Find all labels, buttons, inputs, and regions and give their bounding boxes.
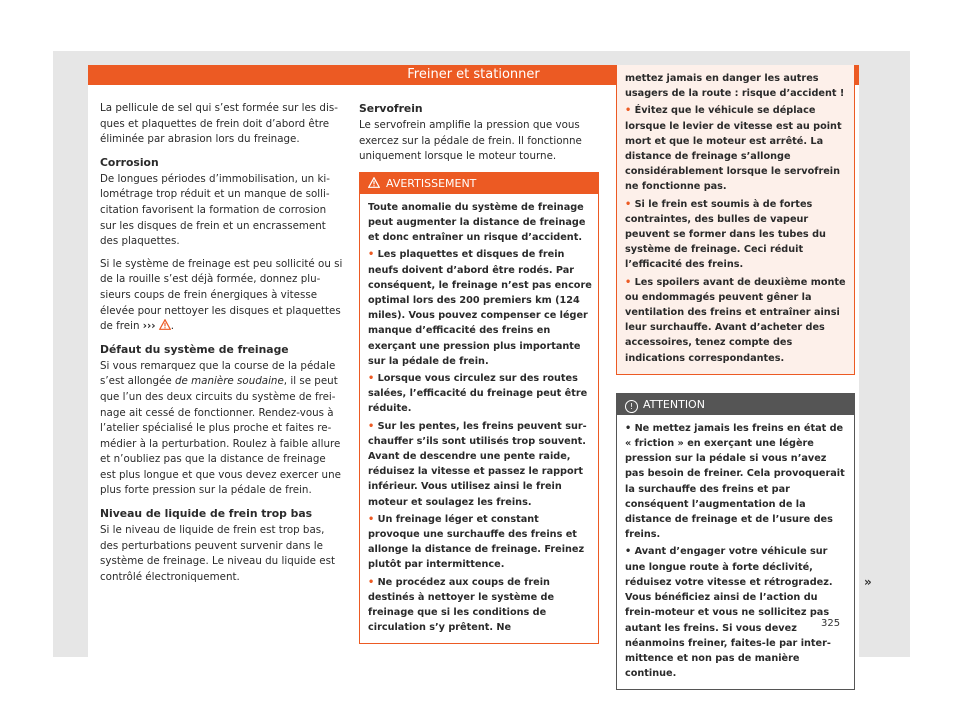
attention-header xyxy=(617,394,854,415)
attention-label: ATTENTION xyxy=(643,397,705,411)
servofrein-paragraph: Le servofrein amplifie la pression que vous exercez sur la pédale de frein. Il fonctionne uniquement lorsque le moteur tourne. xyxy=(359,119,582,163)
warning-item: • Sur les pentes, les freins peuvent surchauffer s’ils sont utilisés trop souvent. Avant de descendre une pente raide, réduisez la vitesse et passez le rapport inférieur. Vous utilisez ainsi le frein moteur et soulagez les freins. xyxy=(368,420,587,508)
warning-header xyxy=(360,173,598,194)
warning-triangle-icon xyxy=(159,319,171,330)
warning-continuation-box xyxy=(616,65,855,375)
warning-intro: Toute anomalie du système de freinage peut augmenter la distance de freinage et donc entraîner un risque d’accident. xyxy=(368,201,586,244)
manual-page xyxy=(88,65,872,680)
defaut-heading: Défaut du système de freinage xyxy=(100,342,289,356)
continue-marker: » xyxy=(864,575,872,589)
intro-paragraph: La pellicule de sel qui s’est formée sur les disques et plaquettes de frein doit d’abord être éliminée par abrasion lors du freinage. xyxy=(100,102,338,146)
niveau-heading: Niveau de liquide de frein trop bas xyxy=(100,507,313,521)
warning-item: • Si le frein est soumis à de fortes contraintes, des bulles de vapeur peuvent se former dans les tubes du système de freinage. Ceci réduit l’efficacité des freins. xyxy=(625,198,826,271)
warning-body xyxy=(360,194,598,644)
info-circle-icon: ! xyxy=(625,400,638,413)
corrosion-heading: Corrosion xyxy=(100,155,159,169)
defaut-text-b: , il se peut que l’un des deux circuits du système de freinage ait cessé de fonctionner. Rendez-vous à l’atelier spécialisé le plus proche et faites remédier à la perturbation. Roulez à faible allure et n’oubliez pas que la distance de freinage est plus longue et que vous devez exercer une plus forte pression sur la pédale de frein. xyxy=(100,375,341,497)
attention-body xyxy=(617,415,854,689)
defaut-text-a: Si vous remarquez que la course de la pédale s’est allongée xyxy=(100,359,336,388)
column-middle xyxy=(359,101,599,644)
attention-item: • Ne mettez jamais les freins en état de « friction » en exerçant une légère pression sur la pédale si vous n’avez pas besoin de freiner. Cela provoquerait la surchauffe des freins et par conséquent l’augmentation de la distance de freinage et de l’usure des freins. xyxy=(625,422,845,541)
defaut-text-emphasis: de manière soudaine xyxy=(174,375,284,388)
section-header: Freiner et stationner xyxy=(88,65,859,85)
warning-box xyxy=(359,172,599,645)
column-left xyxy=(100,101,344,592)
warning-item: • Lorsque vous circulez sur des routes salées, l’efficacité du freinage peut être réduite. xyxy=(368,373,588,415)
servofrein-heading: Servofrein xyxy=(359,102,423,115)
attention-item: • Avant d’engager votre véhicule sur une longue route à forte déclivité, réduisez votre vitesse et rétrogradez. Vous bénéficiez ainsi de l’action du frein-moteur et vous ne sollicitez pas autant les freins. Si vous devez néanmoins freiner, faites-le par intermittence et non pas de manière continue. xyxy=(625,546,833,680)
column-right xyxy=(616,73,855,690)
page-number: 325 xyxy=(821,618,841,629)
attention-box xyxy=(616,393,855,690)
cross-reference-arrow[interactable]: ››› xyxy=(142,320,156,333)
corrosion-paragraph-1: De longues périodes d’immobilisation, un kilométrage trop réduit et un manque de sollicitation favorisent la formation de corrosion sur les disques de frein et un encrassement des plaquettes. xyxy=(100,172,330,248)
niveau-paragraph: Si le niveau de liquide de frein est trop bas, des perturbations peuvent survenir dans le système de freinage. Le niveau du liquide est contrôlé électroniquement. xyxy=(100,524,336,583)
warning-item: • Ne procédez aux coups de frein destinés à nettoyer le système de freinage que si les conditions de circulation s’y prêtent. Ne xyxy=(368,576,555,634)
warning-item: • Les spoilers avant de deuxième monte ou endommagés peuvent gêner la ventilation des freins et entraîner ainsi leur surchauffe. Avant d’acheter des accessoires, tenez compte des indications correspondantes. xyxy=(625,276,846,364)
warning-continuation-intro: mettez jamais en danger les autres usagers de la route : risque d’accident ! xyxy=(625,73,845,100)
warning-item: • Les plaquettes et disques de frein neufs doivent d’abord être rodés. Par conséquent, le freinage n’est pas encore optimal lors des 200 premiers km (124 miles). Vous pouvez compenser ce léger manque d’efficacité des freins en exerçant une pression plus importante sur la pédale de frein. xyxy=(368,249,592,367)
warning-triangle-icon xyxy=(368,177,380,188)
warning-label: AVERTISSEMENT xyxy=(386,176,477,190)
corrosion-paragraph-2: Si le système de freinage est peu sollicité ou si de la rouille s’est déjà formée, donnez plusieurs coups de frein énergiques à vitesse élevée pour nettoyer les disques et plaquettes de frein ››› . xyxy=(100,257,343,333)
warning-item: • Un freinage léger et constant provoque une surchauffe des freins et allonge la distance de freinage. Freinez plutôt par intermittence. xyxy=(368,513,585,571)
defaut-paragraph xyxy=(100,359,344,499)
corrosion-paragraph-2-text: Si le système de freinage est peu sollicité ou si de la rouille s’est déjà formée, donnez plusieurs coups de frein énergiques à vitesse élevée pour nettoyer les disques et plaquettes de frein xyxy=(100,257,343,333)
warning-item: • Évitez que le véhicule se déplace lorsque le levier de vitesse est au point mort et que le moteur est arrêté. La distance de freinage s’allonge considérablement lorsque le servofrein ne fonctionne pas. xyxy=(625,105,842,193)
